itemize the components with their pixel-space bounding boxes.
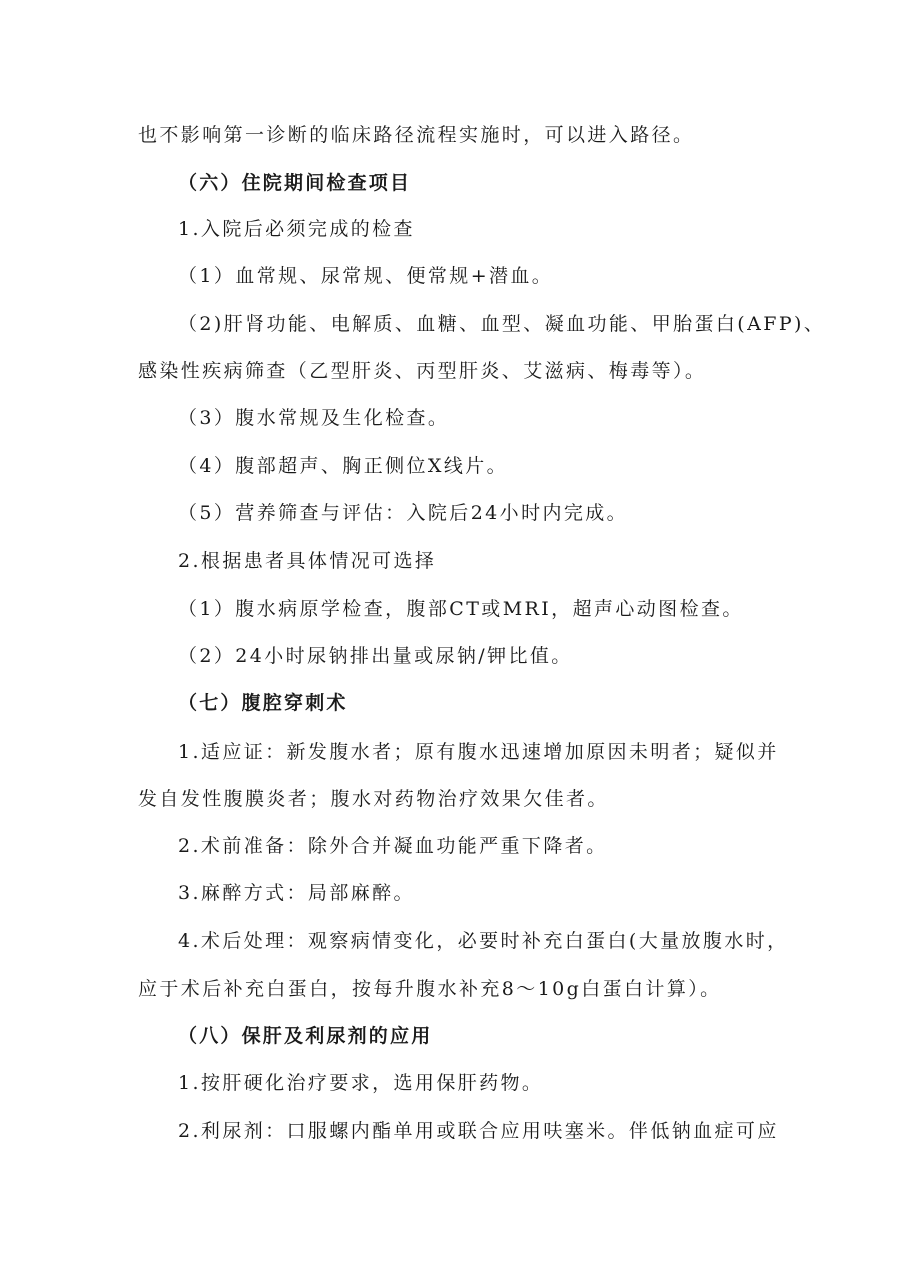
section-heading: （六）住院期间检查项目	[178, 172, 412, 194]
paragraph-line: 1.按肝硬化治疗要求，选用保肝药物。	[178, 1072, 544, 1094]
paragraph-line: 感染性疾病筛查（乙型肝炎、丙型肝炎、艾滋病、梅毒等）。	[138, 360, 707, 382]
paragraph-line: 3.麻醉方式：局部麻醉。	[178, 882, 415, 904]
paragraph-line: （1）血常规、尿常规、便常规+潜血。	[178, 265, 554, 287]
paragraph-line: 应于术后补充白蛋白，按每升腹水补充8～10g白蛋白计算）。	[138, 978, 722, 1000]
paragraph-line: （2)肝肾功能、电解质、血糖、血型、凝血功能、甲胎蛋白(AFP)、	[178, 313, 826, 335]
paragraph-line: 4.术后处理：观察病情变化，必要时补充白蛋白(大量放腹水时，	[178, 930, 789, 952]
paragraph-line: 2.术前准备：除外合并凝血功能严重下降者。	[178, 835, 608, 857]
paragraph-line: （5）营养筛查与评估：入院后24小时内完成。	[178, 502, 629, 524]
paragraph-line: 1.入院后必须完成的检查	[178, 218, 415, 240]
paragraph-line: 1.适应证：新发腹水者；原有腹水迅速增加原因未明者；疑似并	[178, 741, 779, 763]
paragraph-line: 2.利尿剂：口服螺内酯单用或联合应用呋塞米。伴低钠血症可应	[178, 1120, 779, 1142]
paragraph-line: （1）腹水病原学检查，腹部CT或MRI，超声心动图检查。	[178, 598, 744, 620]
paragraph-line: （2）24小时尿钠排出量或尿钠/钾比值。	[178, 645, 573, 667]
paragraph-line: （3）腹水常规及生化检查。	[178, 407, 450, 429]
paragraph-line: 发自发性腹膜炎者；腹水对药物治疗效果欠佳者。	[138, 788, 609, 810]
section-heading: （七）腹腔穿刺术	[178, 692, 348, 714]
paragraph-line: 2.根据患者具体情况可选择	[178, 550, 437, 572]
paragraph-line: 也不影响第一诊断的临床路径流程实施时，可以进入路径。	[138, 124, 695, 146]
section-heading: （八）保肝及利尿剂的应用	[178, 1025, 433, 1047]
paragraph-line: （4）腹部超声、胸正侧位X线片。	[178, 455, 509, 477]
